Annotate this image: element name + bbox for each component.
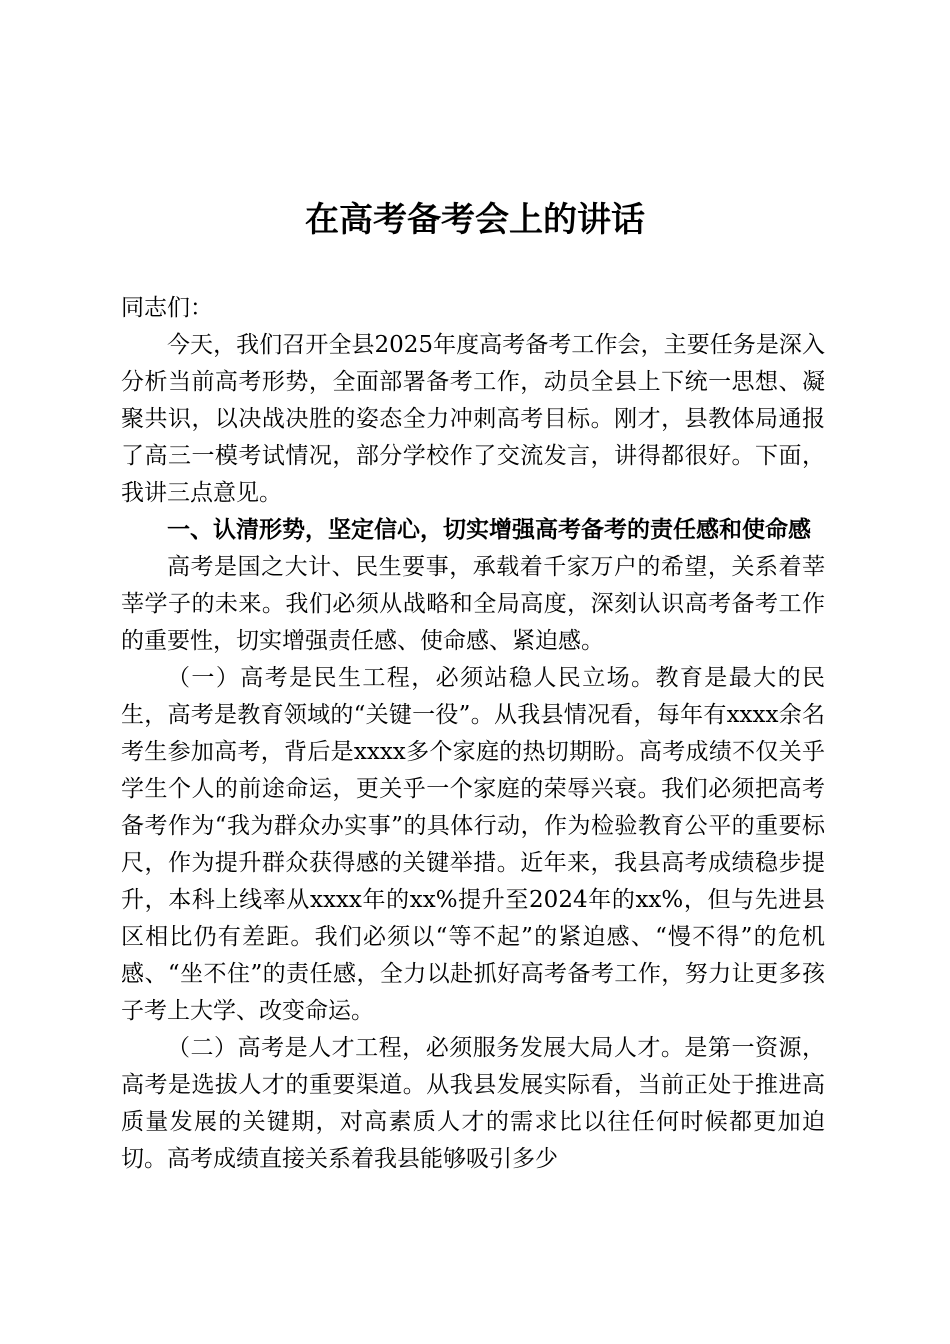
paragraph-section-1-overview: 高考是国之大计、民生要事，承载着千家万户的希望，关系着莘莘学子的未来。我们必须从战略和全局高度，深刻认识高考备考工作的重要性，切实增强责任感、使命感、紧迫感。 <box>121 554 825 654</box>
document-body <box>121 290 825 1178</box>
section-heading-1: 一、认清形势，坚定信心，切实增强高考备考的责任感和使命感 <box>167 517 811 543</box>
paragraph-subsection-1: （一）高考是民生工程，必须站稳人民立场。教育是最大的民生，高考是教育领域的“关键一役”。从我县情况看，每年有xxxx余名考生参加高考，背后是xxxx多个家庭的热切期盼。高考成绩不仅关乎学生个人的前途命运，更关乎一个家庭的荣辱兴衰。我们必须把高考备考作为“我为群众办实事”的具体行动，作为检验教育公平的重要标尺，作为提升群众获得感的关键举措。近年来，我县高考成绩稳步提升，本科上线率从xxxx年的xx%提升至2024年的xx%，但与先进县区相比仍有差距。我们必须以“等不起”的紧迫感、“慢不得”的危机感、“坐不住”的责任感，全力以赴抓好高考备考工作，努力让更多孩子考上大学、改变命运。 <box>121 665 825 1024</box>
salutation: 同志们： <box>121 295 213 321</box>
paragraph-subsection-2: （二）高考是人才工程，必须服务发展大局人才。是第一资源，高考是选拔人才的重要渠道。从我县发展实际看，当前正处于推进高质量发展的关键期，对高素质人才的需求比以往任何时候都更加迫切。高考成绩直接关系着我县能够吸引多少 <box>121 1035 825 1172</box>
paragraph-intro: 今天，我们召开全县2025年度高考备考工作会，主要任务是深入分析当前高考形势，全面部署备考工作，动员全县上下统一思想、凝聚共识，以决战决胜的姿态全力冲刺高考目标。刚才，县教体局通报了高三一模考试情况，部分学校作了交流发言，讲得都很好。下面，我讲三点意见。 <box>121 332 825 506</box>
document-title: 在高考备考会上的讲话 <box>305 200 645 240</box>
